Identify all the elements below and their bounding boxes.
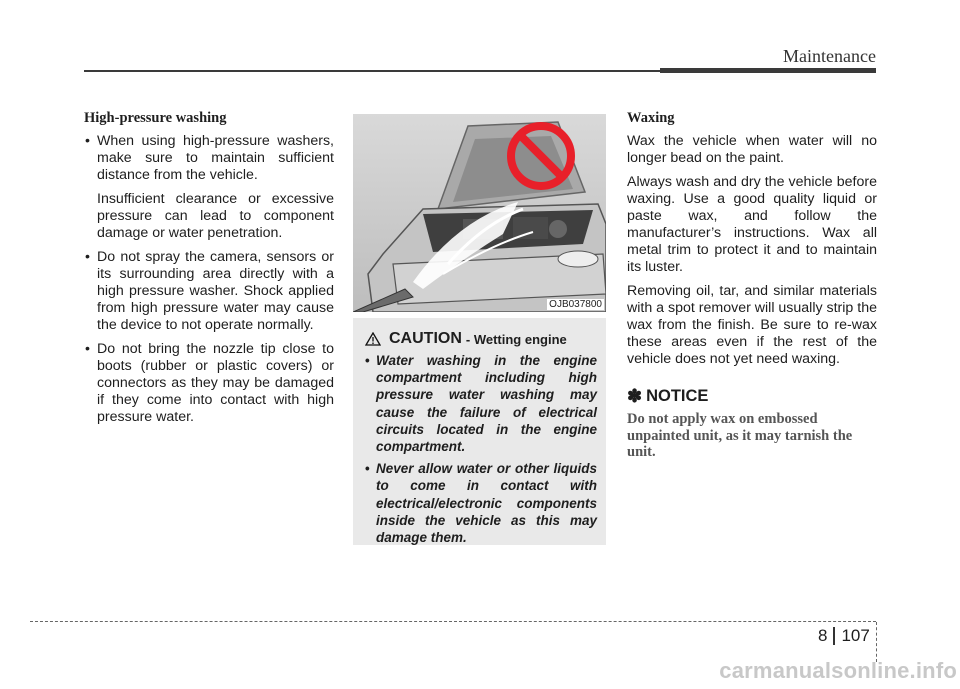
caution-item-text: Water washing in the engine compartment including high pressure water washing may cause the failure of electrical circuits located in the engine compartment. [376,353,597,455]
caution-item-text: Never allow water or other liquids to come in contact with electrical/electronic components inside the vehicle as this may damage them. [376,461,597,546]
bullet-item [84,341,334,426]
bullet-dot: • [365,461,370,477]
waxing-heading: Waxing [627,110,675,126]
notice-text: Do not apply wax on embossed unpainted unit, as it may tarnish the unit. [627,411,853,460]
engine-washing-figure [353,114,606,312]
bullet-continuation: Insufficient clearance or excessive pressure can lead to component damage or water penetration. [97,191,334,241]
caution-header [365,330,567,348]
header-rule [84,70,660,72]
engine-washing-illustration [353,114,606,312]
waxing-paragraph: Always wash and dry the vehicle before waxing. Use a good quality liquid or paste wax, and follow the manufacturer’s instructions. Wax all metal trim to protect it and to maintain its luster. [627,174,877,275]
bullet-text: Do not bring the nozzle tip close to boots (rubber or plastic covers) or connectors as they may be damaged if they come into contact with high pressure water. [97,341,334,425]
waxing-paragraph: Removing oil, tar, and similar materials with a spot remover will usually strip the wax from the finish. Be sure to re-wax these areas even if the rest of the vehicle does not yet need waxing. [627,283,877,367]
caution-box [353,318,606,545]
caution-title: CAUTION [389,330,462,347]
bullet-item [84,249,334,334]
bullet-text: When using high-pressure washers, make sure to maintain sufficient distance from the vehicle. [97,133,334,183]
caution-subtitle: - Wetting engine [465,331,567,347]
high-pressure-column [84,110,334,433]
page-number-separator [833,627,835,645]
warning-triangle-icon [365,332,381,346]
figure-caption: OJB037800 [549,299,602,310]
bullet-item [84,133,334,184]
waxing-column [627,110,877,461]
chapter-number: 8 [818,626,828,645]
bullet-dot: • [365,353,370,368]
bullet-text: Do not spray the camera, sensors or its surrounding area directly with a high pressure washer. Shock applied from high pressure water may cause the device to not operate normally. [97,249,334,333]
waxing-paragraph: Wax the vehicle when water will no longer bead on the paint. [627,133,877,166]
notice-asterisk-icon: ✽ [627,386,643,406]
page-number [818,626,870,646]
notice-heading [627,388,877,405]
notice-title: NOTICE [646,387,709,405]
bullet-dot: • [85,341,90,357]
caution-item [365,352,597,455]
bullet-dot: • [85,249,90,265]
high-pressure-heading: High-pressure washing [84,110,227,126]
section-title: Maintenance [783,46,876,66]
footer-divider [876,622,877,662]
footer-rule [30,621,876,622]
watermark: carmanualsonline.info [719,658,957,683]
header-rule-accent [660,68,876,73]
caution-item [365,460,597,546]
caution-list [365,352,597,551]
page-number-value: 107 [841,626,870,645]
bullet-dot: • [85,133,90,149]
